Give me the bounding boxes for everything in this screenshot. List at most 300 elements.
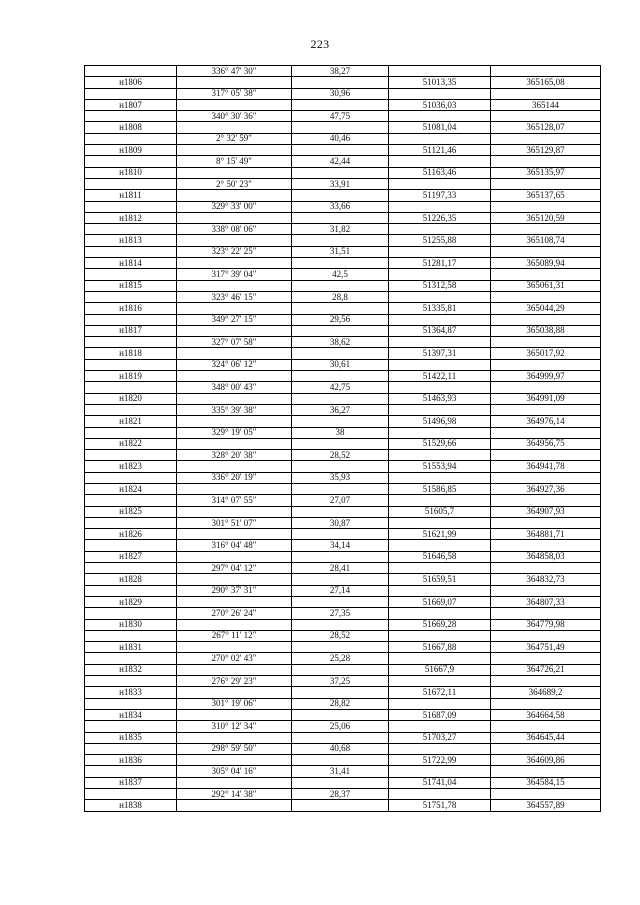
point-name-cell: н1821 — [85, 416, 177, 427]
distance-cell: 27,14 — [292, 585, 389, 596]
distance-cell: 38,27 — [292, 66, 389, 77]
x-coordinate-cell: 51281,17 — [389, 258, 491, 269]
distance-cell — [292, 619, 389, 630]
direction-angle-cell: 8° 15' 49" — [177, 156, 292, 167]
point-name-cell: н1830 — [85, 619, 177, 630]
distance-cell — [292, 212, 389, 223]
point-name-cell — [85, 676, 177, 687]
segment-row — [85, 630, 601, 641]
y-coordinate-cell: 365137,65 — [491, 190, 601, 201]
y-coordinate-cell: 364907,93 — [491, 506, 601, 517]
point-name-cell: н1828 — [85, 574, 177, 585]
direction-angle-cell: 317° 05' 38" — [177, 88, 292, 99]
point-name-cell — [85, 246, 177, 257]
direction-angle-cell — [177, 709, 292, 720]
coordinates-table — [84, 65, 601, 812]
distance-cell: 38,62 — [292, 337, 389, 348]
direction-angle-cell: 317° 39' 04" — [177, 269, 292, 280]
y-coordinate-cell — [491, 608, 601, 619]
y-coordinate-cell — [491, 766, 601, 777]
segment-row — [85, 404, 601, 415]
point-name-cell: н1819 — [85, 371, 177, 382]
direction-angle-cell: 348° 00' 43" — [177, 382, 292, 393]
direction-angle-cell — [177, 190, 292, 201]
point-row — [85, 483, 601, 494]
direction-angle-cell: 329° 33' 00" — [177, 201, 292, 212]
distance-cell: 30,61 — [292, 359, 389, 370]
point-row — [85, 551, 601, 562]
y-coordinate-cell: 364609,86 — [491, 755, 601, 766]
y-coordinate-cell: 365061,31 — [491, 280, 601, 291]
distance-cell — [292, 506, 389, 517]
point-name-cell: н1825 — [85, 506, 177, 517]
point-name-cell — [85, 563, 177, 574]
x-coordinate-cell — [389, 676, 491, 687]
y-coordinate-cell — [491, 156, 601, 167]
x-coordinate-cell — [389, 698, 491, 709]
point-name-cell: н1813 — [85, 235, 177, 246]
point-row — [85, 122, 601, 133]
x-coordinate-cell: 51687,09 — [389, 709, 491, 720]
point-row — [85, 732, 601, 743]
point-name-cell: н1818 — [85, 348, 177, 359]
direction-angle-cell — [177, 145, 292, 156]
point-row — [85, 235, 601, 246]
y-coordinate-cell — [491, 269, 601, 280]
point-row — [85, 800, 601, 811]
x-coordinate-cell — [389, 766, 491, 777]
direction-angle-cell: 314° 07' 55" — [177, 495, 292, 506]
x-coordinate-cell — [389, 382, 491, 393]
point-name-cell: н1811 — [85, 190, 177, 201]
distance-cell — [292, 596, 389, 607]
x-coordinate-cell — [389, 314, 491, 325]
point-name-cell: н1822 — [85, 438, 177, 449]
segment-row — [85, 111, 601, 122]
point-name-cell — [85, 404, 177, 415]
direction-angle-cell — [177, 642, 292, 653]
distance-cell — [292, 393, 389, 404]
point-name-cell — [85, 743, 177, 754]
direction-angle-cell: 301° 51' 07" — [177, 517, 292, 528]
x-coordinate-cell: 51312,58 — [389, 280, 491, 291]
distance-cell: 27,35 — [292, 608, 389, 619]
direction-angle-cell — [177, 687, 292, 698]
point-name-cell: н1827 — [85, 551, 177, 562]
distance-cell: 33,66 — [292, 201, 389, 212]
point-row — [85, 574, 601, 585]
direction-angle-cell — [177, 280, 292, 291]
x-coordinate-cell: 51646,58 — [389, 551, 491, 562]
x-coordinate-cell: 51197,33 — [389, 190, 491, 201]
direction-angle-cell — [177, 619, 292, 630]
point-row — [85, 664, 601, 675]
y-coordinate-cell: 364976,14 — [491, 416, 601, 427]
segment-row — [85, 495, 601, 506]
y-coordinate-cell: 364751,49 — [491, 642, 601, 653]
x-coordinate-cell: 51163,46 — [389, 167, 491, 178]
point-row — [85, 280, 601, 291]
y-coordinate-cell: 365128,07 — [491, 122, 601, 133]
distance-cell: 35,93 — [292, 472, 389, 483]
distance-cell: 29,56 — [292, 314, 389, 325]
point-row — [85, 303, 601, 314]
direction-angle-cell: 297° 04' 12" — [177, 563, 292, 574]
point-name-cell: н1824 — [85, 483, 177, 494]
y-coordinate-cell: 364832,73 — [491, 574, 601, 585]
y-coordinate-cell: 365017,92 — [491, 348, 601, 359]
segment-row — [85, 382, 601, 393]
point-name-cell: н1834 — [85, 709, 177, 720]
y-coordinate-cell: 365108,74 — [491, 235, 601, 246]
segment-row — [85, 472, 601, 483]
x-coordinate-cell — [389, 540, 491, 551]
point-name-cell — [85, 766, 177, 777]
distance-cell — [292, 145, 389, 156]
distance-cell — [292, 280, 389, 291]
direction-angle-cell: 336° 47' 30" — [177, 66, 292, 77]
y-coordinate-cell — [491, 178, 601, 189]
point-name-cell — [85, 495, 177, 506]
point-name-cell — [85, 291, 177, 302]
point-row — [85, 777, 601, 788]
x-coordinate-cell: 51335,81 — [389, 303, 491, 314]
point-row — [85, 438, 601, 449]
y-coordinate-cell — [491, 337, 601, 348]
distance-cell — [292, 529, 389, 540]
coordinates-table-body — [85, 66, 601, 812]
y-coordinate-cell: 364557,89 — [491, 800, 601, 811]
direction-angle-cell: 301° 19' 06" — [177, 698, 292, 709]
point-row — [85, 325, 601, 336]
distance-cell: 28,37 — [292, 789, 389, 800]
x-coordinate-cell — [389, 66, 491, 77]
x-coordinate-cell: 51463,93 — [389, 393, 491, 404]
point-name-cell — [85, 359, 177, 370]
distance-cell: 28,52 — [292, 630, 389, 641]
direction-angle-cell: 2° 32' 59" — [177, 133, 292, 144]
distance-cell — [292, 438, 389, 449]
distance-cell — [292, 574, 389, 585]
distance-cell — [292, 303, 389, 314]
direction-angle-cell — [177, 212, 292, 223]
direction-angle-cell: 298° 59' 50" — [177, 743, 292, 754]
point-name-cell — [85, 608, 177, 619]
x-coordinate-cell — [389, 178, 491, 189]
y-coordinate-cell — [491, 676, 601, 687]
distance-cell — [292, 461, 389, 472]
x-coordinate-cell — [389, 246, 491, 257]
distance-cell: 28,52 — [292, 450, 389, 461]
point-row — [85, 371, 601, 382]
segment-row — [85, 698, 601, 709]
distance-cell — [292, 235, 389, 246]
distance-cell: 42,44 — [292, 156, 389, 167]
point-name-cell: н1812 — [85, 212, 177, 223]
y-coordinate-cell — [491, 111, 601, 122]
x-coordinate-cell: 51364,87 — [389, 325, 491, 336]
point-name-cell — [85, 224, 177, 235]
point-name-cell: н1836 — [85, 755, 177, 766]
distance-cell — [292, 258, 389, 269]
x-coordinate-cell — [389, 789, 491, 800]
direction-angle-cell: 290° 37' 31" — [177, 585, 292, 596]
distance-cell: 30,87 — [292, 517, 389, 528]
distance-cell: 25,06 — [292, 721, 389, 732]
point-row — [85, 393, 601, 404]
direction-angle-cell: 305° 04' 16" — [177, 766, 292, 777]
y-coordinate-cell — [491, 224, 601, 235]
y-coordinate-cell — [491, 698, 601, 709]
point-row — [85, 190, 601, 201]
direction-angle-cell — [177, 348, 292, 359]
point-name-cell — [85, 66, 177, 77]
x-coordinate-cell — [389, 88, 491, 99]
distance-cell — [292, 687, 389, 698]
segment-row — [85, 337, 601, 348]
point-name-cell: н1820 — [85, 393, 177, 404]
point-name-cell — [85, 382, 177, 393]
y-coordinate-cell — [491, 540, 601, 551]
point-name-cell — [85, 472, 177, 483]
direction-angle-cell: 270° 02' 43" — [177, 653, 292, 664]
y-coordinate-cell: 364881,71 — [491, 529, 601, 540]
x-coordinate-cell — [389, 337, 491, 348]
x-coordinate-cell: 51121,46 — [389, 145, 491, 156]
x-coordinate-cell: 51659,51 — [389, 574, 491, 585]
distance-cell: 28,8 — [292, 291, 389, 302]
direction-angle-cell — [177, 77, 292, 88]
point-name-cell — [85, 133, 177, 144]
point-name-cell: н1817 — [85, 325, 177, 336]
distance-cell — [292, 800, 389, 811]
page-number: 223 — [310, 37, 330, 51]
y-coordinate-cell — [491, 427, 601, 438]
direction-angle-cell — [177, 800, 292, 811]
segment-row — [85, 66, 601, 77]
point-row — [85, 709, 601, 720]
point-row — [85, 348, 601, 359]
y-coordinate-cell: 365038,88 — [491, 325, 601, 336]
point-row — [85, 596, 601, 607]
point-row — [85, 258, 601, 269]
distance-cell: 42,5 — [292, 269, 389, 280]
distance-cell — [292, 709, 389, 720]
point-name-cell: н1837 — [85, 777, 177, 788]
segment-row — [85, 743, 601, 754]
point-name-cell — [85, 540, 177, 551]
direction-angle-cell — [177, 483, 292, 494]
segment-row — [85, 427, 601, 438]
direction-angle-cell — [177, 777, 292, 788]
x-coordinate-cell: 51672,11 — [389, 687, 491, 698]
direction-angle-cell — [177, 574, 292, 585]
y-coordinate-cell — [491, 201, 601, 212]
point-row — [85, 529, 601, 540]
segment-row — [85, 563, 601, 574]
point-name-cell — [85, 427, 177, 438]
distance-cell: 27,07 — [292, 495, 389, 506]
x-coordinate-cell: 51496,98 — [389, 416, 491, 427]
x-coordinate-cell — [389, 585, 491, 596]
segment-row — [85, 359, 601, 370]
distance-cell: 47,75 — [292, 111, 389, 122]
x-coordinate-cell — [389, 156, 491, 167]
direction-angle-cell — [177, 461, 292, 472]
point-name-cell — [85, 789, 177, 800]
y-coordinate-cell — [491, 585, 601, 596]
point-row — [85, 212, 601, 223]
point-row — [85, 99, 601, 110]
direction-angle-cell — [177, 371, 292, 382]
distance-cell: 31,51 — [292, 246, 389, 257]
segment-row — [85, 224, 601, 235]
x-coordinate-cell — [389, 563, 491, 574]
direction-angle-cell: 270° 26' 24" — [177, 608, 292, 619]
point-name-cell — [85, 450, 177, 461]
distance-cell: 28,82 — [292, 698, 389, 709]
x-coordinate-cell — [389, 608, 491, 619]
y-coordinate-cell — [491, 721, 601, 732]
distance-cell — [292, 99, 389, 110]
point-row — [85, 506, 601, 517]
x-coordinate-cell — [389, 630, 491, 641]
point-name-cell: н1832 — [85, 664, 177, 675]
segment-row — [85, 766, 601, 777]
y-coordinate-cell — [491, 66, 601, 77]
distance-cell — [292, 732, 389, 743]
x-coordinate-cell: 51703,27 — [389, 732, 491, 743]
x-coordinate-cell: 51741,04 — [389, 777, 491, 788]
y-coordinate-cell: 365144 — [491, 99, 601, 110]
distance-cell: 42,75 — [292, 382, 389, 393]
point-name-cell: н1835 — [85, 732, 177, 743]
segment-row — [85, 789, 601, 800]
x-coordinate-cell: 51013,35 — [389, 77, 491, 88]
point-name-cell — [85, 698, 177, 709]
direction-angle-cell — [177, 506, 292, 517]
direction-angle-cell — [177, 122, 292, 133]
x-coordinate-cell: 51081,04 — [389, 122, 491, 133]
direction-angle-cell: 324° 06' 12" — [177, 359, 292, 370]
x-coordinate-cell: 51605,7 — [389, 506, 491, 517]
y-coordinate-cell: 364645,44 — [491, 732, 601, 743]
y-coordinate-cell: 364664,58 — [491, 709, 601, 720]
y-coordinate-cell: 365089,94 — [491, 258, 601, 269]
point-name-cell — [85, 269, 177, 280]
y-coordinate-cell — [491, 291, 601, 302]
point-name-cell — [85, 721, 177, 732]
point-name-cell: н1831 — [85, 642, 177, 653]
y-coordinate-cell: 364689,2 — [491, 687, 601, 698]
y-coordinate-cell: 364807,33 — [491, 596, 601, 607]
y-coordinate-cell — [491, 450, 601, 461]
x-coordinate-cell — [389, 427, 491, 438]
direction-angle-cell: 323° 46' 15" — [177, 291, 292, 302]
x-coordinate-cell: 51751,78 — [389, 800, 491, 811]
y-coordinate-cell: 365044,29 — [491, 303, 601, 314]
direction-angle-cell: 329° 19' 05" — [177, 427, 292, 438]
x-coordinate-cell: 51255,88 — [389, 235, 491, 246]
y-coordinate-cell — [491, 359, 601, 370]
segment-row — [85, 653, 601, 664]
point-row — [85, 416, 601, 427]
direction-angle-cell — [177, 303, 292, 314]
segment-row — [85, 178, 601, 189]
y-coordinate-cell: 365120,59 — [491, 212, 601, 223]
direction-angle-cell — [177, 325, 292, 336]
distance-cell — [292, 483, 389, 494]
x-coordinate-cell: 51667,9 — [389, 664, 491, 675]
direction-angle-cell — [177, 755, 292, 766]
point-name-cell: н1808 — [85, 122, 177, 133]
x-coordinate-cell — [389, 224, 491, 235]
distance-cell — [292, 190, 389, 201]
y-coordinate-cell — [491, 789, 601, 800]
segment-row — [85, 517, 601, 528]
point-name-cell: н1823 — [85, 461, 177, 472]
x-coordinate-cell — [389, 291, 491, 302]
direction-angle-cell: 327° 07' 58" — [177, 337, 292, 348]
distance-cell: 36,27 — [292, 404, 389, 415]
direction-angle-cell: 310° 12' 34" — [177, 721, 292, 732]
distance-cell: 40,68 — [292, 743, 389, 754]
point-name-cell — [85, 88, 177, 99]
distance-cell — [292, 664, 389, 675]
point-row — [85, 755, 601, 766]
x-coordinate-cell: 51621,99 — [389, 529, 491, 540]
direction-angle-cell: 340° 30' 36" — [177, 111, 292, 122]
point-name-cell: н1838 — [85, 800, 177, 811]
x-coordinate-cell: 51667,88 — [389, 642, 491, 653]
x-coordinate-cell — [389, 495, 491, 506]
y-coordinate-cell — [491, 246, 601, 257]
x-coordinate-cell — [389, 721, 491, 732]
direction-angle-cell: 328° 20' 38" — [177, 450, 292, 461]
distance-cell — [292, 77, 389, 88]
point-name-cell: н1806 — [85, 77, 177, 88]
x-coordinate-cell: 51586,85 — [389, 483, 491, 494]
point-name-cell: н1809 — [85, 145, 177, 156]
y-coordinate-cell — [491, 630, 601, 641]
distance-cell — [292, 755, 389, 766]
point-row — [85, 77, 601, 88]
x-coordinate-cell — [389, 743, 491, 754]
y-coordinate-cell — [491, 495, 601, 506]
y-coordinate-cell: 364941,78 — [491, 461, 601, 472]
x-coordinate-cell: 51036,03 — [389, 99, 491, 110]
x-coordinate-cell — [389, 359, 491, 370]
point-name-cell — [85, 156, 177, 167]
y-coordinate-cell — [491, 517, 601, 528]
distance-cell — [292, 642, 389, 653]
direction-angle-cell — [177, 99, 292, 110]
distance-cell: 30,96 — [292, 88, 389, 99]
point-row — [85, 687, 601, 698]
x-coordinate-cell: 51669,28 — [389, 619, 491, 630]
point-name-cell — [85, 111, 177, 122]
point-name-cell — [85, 178, 177, 189]
distance-cell — [292, 167, 389, 178]
direction-angle-cell: 316° 04' 48" — [177, 540, 292, 551]
y-coordinate-cell — [491, 314, 601, 325]
point-row — [85, 167, 601, 178]
distance-cell: 31,82 — [292, 224, 389, 235]
distance-cell: 28,41 — [292, 563, 389, 574]
point-name-cell — [85, 585, 177, 596]
y-coordinate-cell: 365135,97 — [491, 167, 601, 178]
distance-cell: 25,28 — [292, 653, 389, 664]
